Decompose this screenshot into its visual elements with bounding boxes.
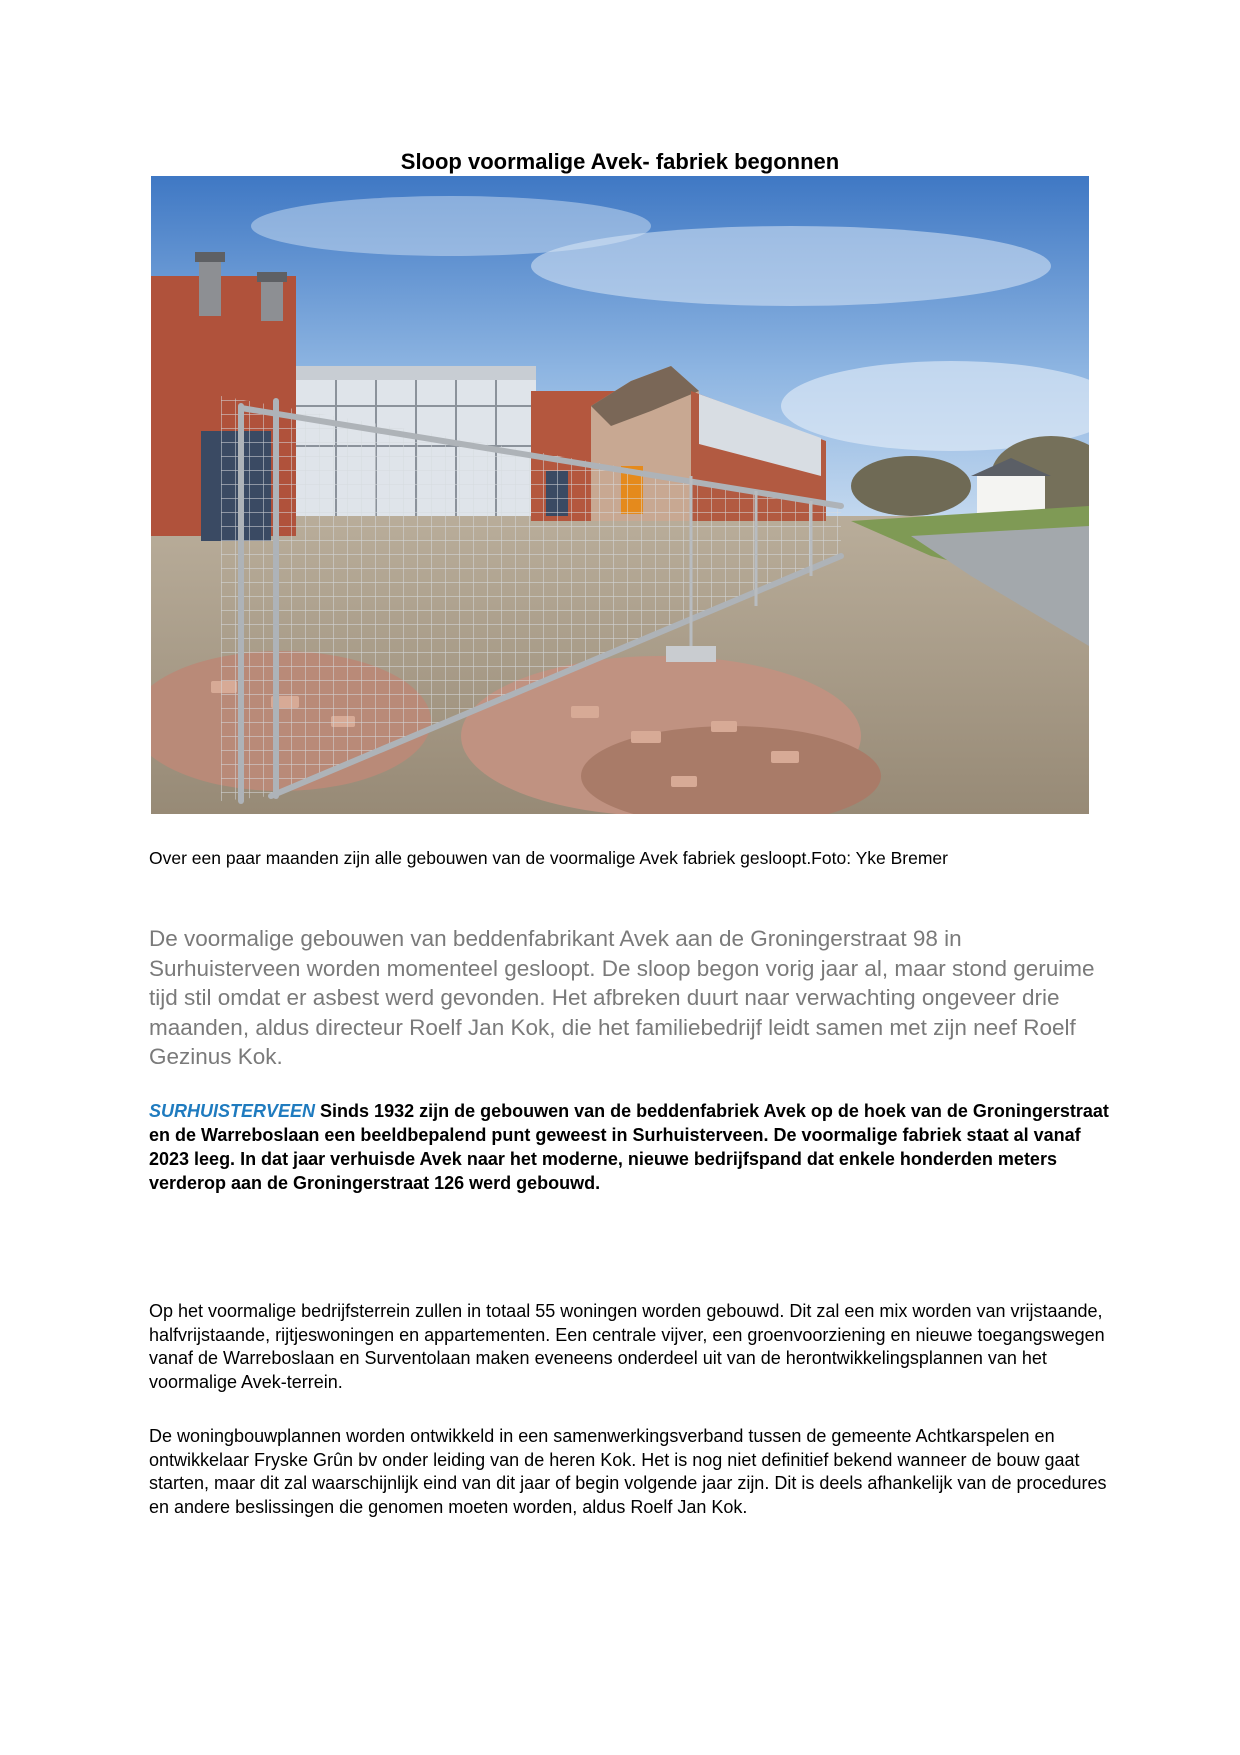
article-photo: [151, 176, 1089, 814]
intro-paragraph: [149, 1099, 1109, 1195]
photo-demolition-avek-factory: [151, 176, 1089, 814]
lead-paragraph: De voormalige gebouwen van beddenfabrikant Avek aan de Groningerstraat 98 in Surhuisterveen worden momenteel gesloopt. De sloop begon vorig jaar al, maar stond geruime tijd stil omdat er asbest werd gevonden. Het afbreken duurt naar verwachting ongeveer drie maanden, aldus directeur Roelf Jan Kok, die het familiebedrijf leidt samen met zijn neef Roelf Gezinus Kok.: [149, 926, 1095, 1069]
intro-text: Sinds 1932 zijn de gebouwen van de beddenfabriek Avek op de hoek van de Groningerstraat en de Warreboslaan een beeldbepalend punt geweest in Surhuisterveen. De voormalige fabriek staat al vanaf 2023 leeg. In dat jaar verhuisde Avek naar het moderne, nieuwe bedrijfspand dat enkele honderden meters verderop aan de Groningerstraat 126 werd gebouwd.: [149, 1101, 1109, 1193]
body-paragraph: De woningbouwplannen worden ontwikkeld in een samenwerkingsverband tussen de gemeente Achtkarspelen en ontwikkelaar Fryske Grûn bv onder leiding van de heren Kok. Het is nog niet definitief bekend wanneer de bouw gaat starten, maar dit zal waarschijnlijk eind van dit jaar of begin volgende jaar zijn. Dit is deels afhankelijk van de procedures en andere beslissingen die genomen moeten worden, aldus Roelf Jan Kok.: [149, 1426, 1107, 1517]
article-title: Sloop voormalige Avek- fabriek begonnen: [400, 149, 840, 174]
body-paragraph: Op het voormalige bedrijfsterrein zullen in totaal 55 woningen worden gebouwd. Dit zal een mix worden van vrijstaande, halfvrijstaande, rijtjeswoningen en appartementen. Een centrale vijver, een groenvoorziening en nieuwe toegangswegen vanaf de Warreboslaan en Surventolaan maken eveneens onderdeel uit van de herontwikkelingsplannen van het voormalige Avek-terrein.: [149, 1301, 1105, 1392]
photo-caption: Over een paar maanden zijn alle gebouwen van de voormalige Avek fabriek gesloopt.Foto: Yke Bremer: [149, 848, 948, 868]
dateline: SURHUISTERVEEN: [149, 1101, 316, 1121]
